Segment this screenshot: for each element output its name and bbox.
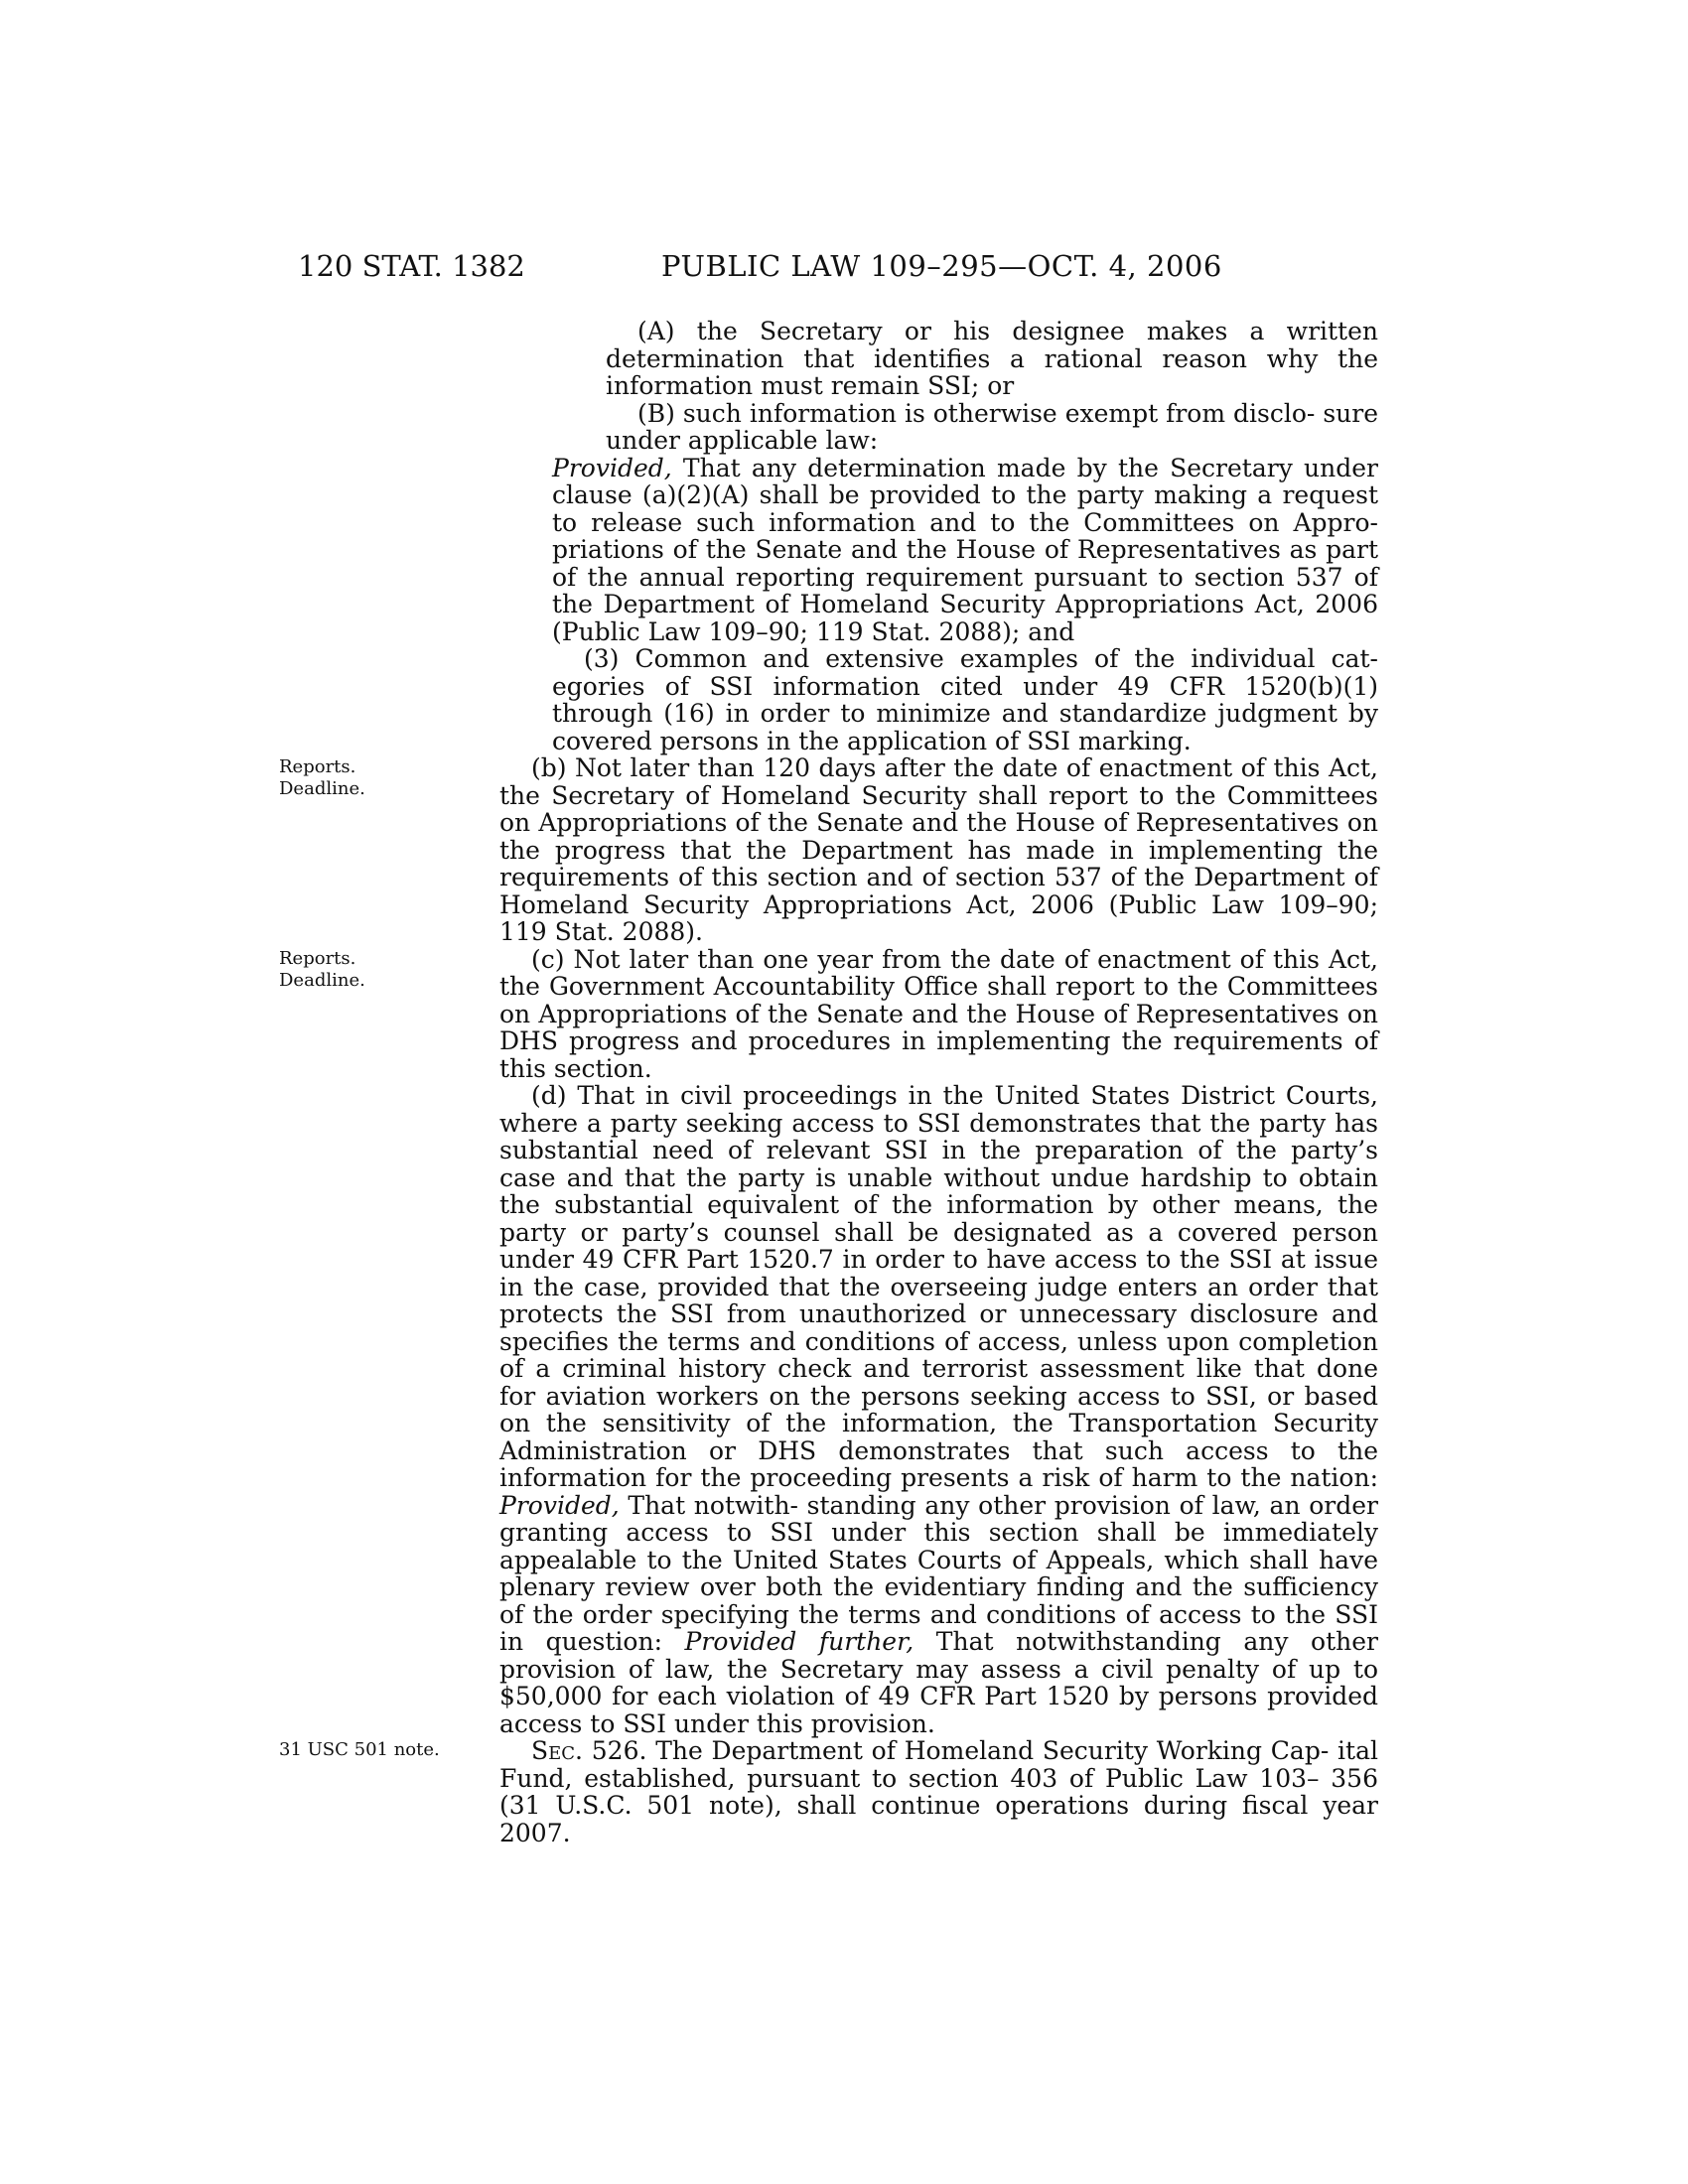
- section-label: Sec.: [531, 1736, 583, 1765]
- document-body: [279, 317, 1378, 1847]
- provided-text: That any determination made by the Secretary under clause (a)(2)(A) shall be provided to the party making a request to release such information and to the Committees on Appro- priations of the Senate and the House of Representatives as part of the annual reporting requirement pursuant to section 537 of the Department of Homeland Security Appropriations Act, 2006 (Public Law 109–90; 119 Stat. 2088); and: [552, 453, 1378, 646]
- subsection-d-provided-further: Provided further,: [684, 1627, 914, 1656]
- section-526: [279, 1736, 1378, 1847]
- margin-note-31-usc: 31 USC 501 note.: [279, 1739, 440, 1760]
- section-526-text: 526. The Department of Homeland Security Working Cap- ital Fund, established, pursuant to section 403 of Public Law 103– 356 (31 U.S.C. 501 note), shall continue operations during fiscal year 2007.: [499, 1736, 1378, 1847]
- subsection-d-text-3: That notwithstanding any other provision of law, the Secretary may assess a civil penalty of up to $50,000 for each violation of 49 CFR Part 1520 by persons provided access to SSI under this provision.: [499, 1627, 1378, 1738]
- subsection-d-text-2: That notwith- standing any other provision of law, an order granting access to SSI under this section shall be immediately appealable to the United States Courts of Appeals, which shall have plenary review over both the evidentiary finding and the sufficiency of the order specifying the terms and conditions of access to the SSI in question:: [499, 1490, 1378, 1656]
- subsection-b-text: (b) Not later than 120 days after the date of enactment of this Act, the Secretary of Homeland Security shall report to the Committees on Appropriations of the Senate and the House of Representatives on the progress that the Department has made in implementing the requirements of this section and of section 537 of the Department of Homeland Security Appropriations Act, 2006 (Public Law 109–90; 119 Stat. 2088).: [499, 753, 1378, 946]
- clause-a: (A) the Secretary or his designee makes a written determination that identifies a rational reason why the information must remain SSI; or: [606, 317, 1378, 400]
- paragraph-3: (3) Common and extensive examples of the individual cat- egories of SSI information cited under 49 CFR 1520(b)(1) through (16) in order to minimize and standardize judgment by covered persons in the application of SSI marking.: [552, 644, 1378, 755]
- margin-note-line: Deadline.: [279, 778, 365, 799]
- margin-note-line: Reports.: [279, 947, 356, 969]
- margin-note-reports-deadline-b: [279, 756, 478, 800]
- margin-note-line: Reports.: [279, 756, 356, 777]
- subsection-d: [499, 1082, 1378, 1737]
- provided-label: Provided,: [552, 453, 672, 482]
- margin-note-line: Deadline.: [279, 969, 365, 991]
- subsection-c: [279, 944, 1378, 1083]
- subsection-d-text-1: (d) That in civil proceedings in the United States District Courts, where a party seeking access to SSI demonstrates that the party has substantial need of relevant SSI in the preparation of the party’s case and that the party is unable without undue hardship to obtain the substantial equivalent of the information by other means, the party or party’s counsel shall be designated as a covered person under 49 CFR Part 1520.7 in order to have access to the SSI at issue in the case, provided that the overseeing judge enters an order that protects the SSI from unauthorized or unnecessary disclosure and specifies the terms and conditions of access, unless upon completion of a criminal history check and terrorist assessment like that done for aviation workers on the persons seeking access to SSI, or based on the sensitivity of the information, the Transportation Security Administration or DHS demonstrates that such access to the information for the proceeding presents a risk of harm to the nation:: [499, 1081, 1378, 1492]
- subsection-d-provided: Provided,: [499, 1490, 620, 1520]
- margin-note-reports-deadline-c: [279, 948, 478, 992]
- running-title: PUBLIC LAW 109–295—OCT. 4, 2006: [661, 249, 1222, 283]
- subsection-b: [279, 753, 1378, 946]
- clause-b: (B) such information is otherwise exempt from disclo- sure under applicable law:: [606, 398, 1378, 455]
- subsection-c-text: (c) Not later than one year from the date of enactment of this Act, the Government Accountability Office shall report to the Committees on Appropriations of the Senate and the House of Representatives on DHS progress and procedures in implementing the requirements of this section.: [499, 944, 1378, 1083]
- provided-paragraph: [552, 455, 1378, 646]
- page-folio: 120 STAT. 1382: [298, 249, 525, 283]
